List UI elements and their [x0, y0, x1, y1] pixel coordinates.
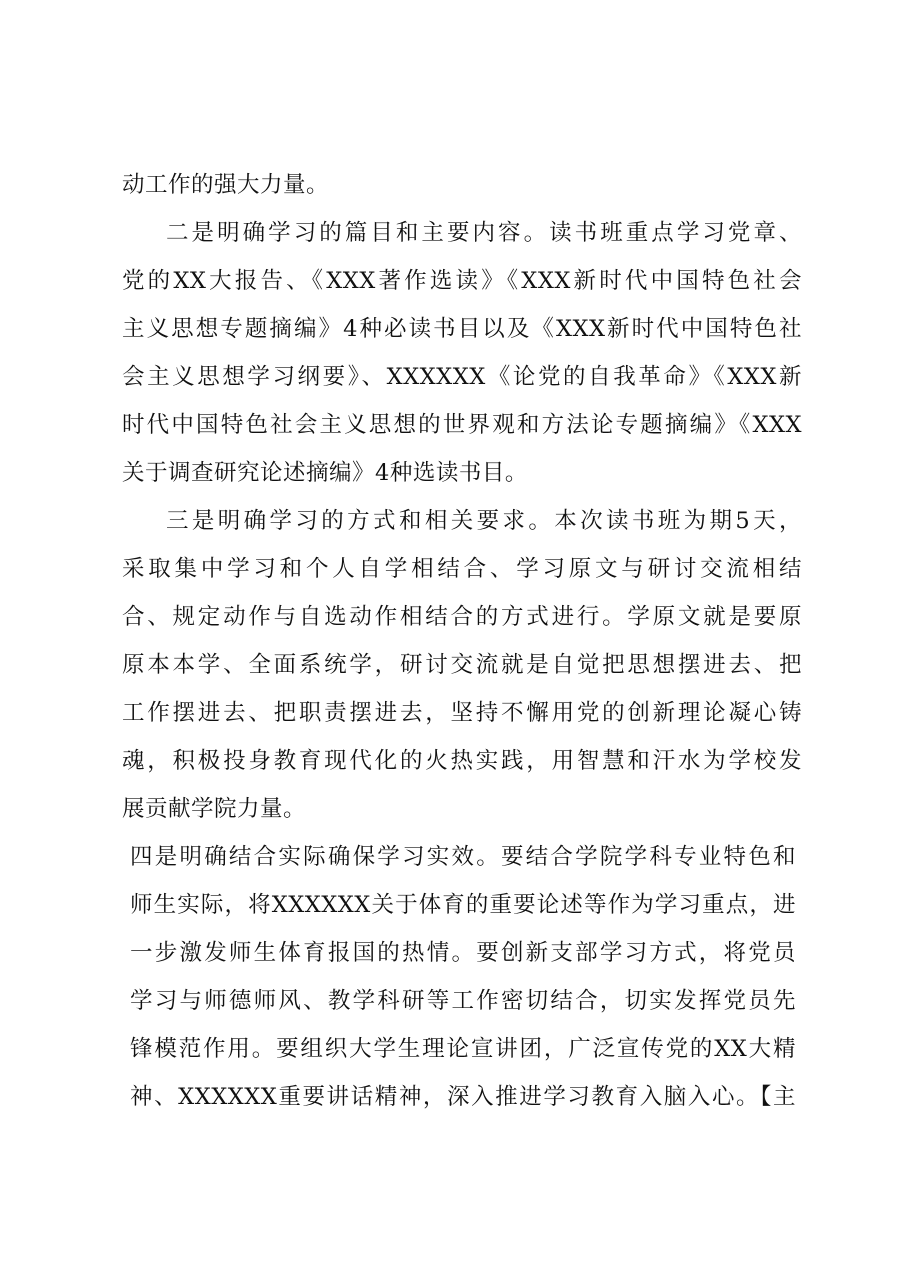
- text-line: 党的XX大报告、《XXX著作选读》《XXX新时代中国特色社会: [122, 268, 802, 294]
- text-line: 一步激发师生体育报国的热情。要创新支部学习方式，将党员: [130, 940, 796, 966]
- text-line: 关于调查研究论述摘编》4种选读书目。: [122, 460, 528, 486]
- text-line: 动工作的强大力量。: [122, 172, 330, 198]
- text-line: 魂，积极投身教育现代化的火热实践，用智慧和汗水为学校发: [122, 748, 802, 774]
- text-line: 工作摆进去、把职责摆进去，坚持不懈用党的创新理论凝心铸: [122, 700, 802, 726]
- paragraph-4-first-line: 四是明确结合实际确保学习实效。要结合学院学科专业特色和: [130, 844, 796, 870]
- text-line: 神、XXXXXX重要讲话精神，深入推进学习教育入脑入心。【主: [130, 1084, 796, 1110]
- paragraph-3-first-line: 三是明确学习的方式和相关要求。本次读书班为期5天，: [166, 508, 802, 534]
- text-line: 展贡献学院力量。: [122, 796, 307, 822]
- paragraph-2-first-line: 二是明确学习的篇目和主要内容。读书班重点学习党章、: [166, 220, 802, 246]
- text-line: 锋模范作用。要组织大学生理论宣讲团，广泛宣传党的XX大精: [130, 1036, 796, 1062]
- text-line: 学习与师德师风、教学科研等工作密切结合，切实发挥党员先: [130, 988, 796, 1014]
- text-line: 合、规定动作与自选动作相结合的方式进行。学原文就是要原: [122, 604, 802, 630]
- text-line: 时代中国特色社会主义思想的世界观和方法论专题摘编》《XXX: [122, 412, 802, 438]
- text-line: 原本本学、全面系统学，研讨交流就是自觉把思想摆进去、把: [122, 652, 802, 678]
- text-line: 主义思想专题摘编》4种必读书目以及《XXX新时代中国特色社: [122, 316, 802, 342]
- text-line: 会主义思想学习纲要》、XXXXXX《论党的自我革命》《XXX新: [122, 364, 802, 390]
- text-line: 师生实际，将XXXXXX关于体育的重要论述等作为学习重点，进: [130, 892, 796, 918]
- text-line: 采取集中学习和个人自学相结合、学习原文与研讨交流相结: [122, 556, 802, 582]
